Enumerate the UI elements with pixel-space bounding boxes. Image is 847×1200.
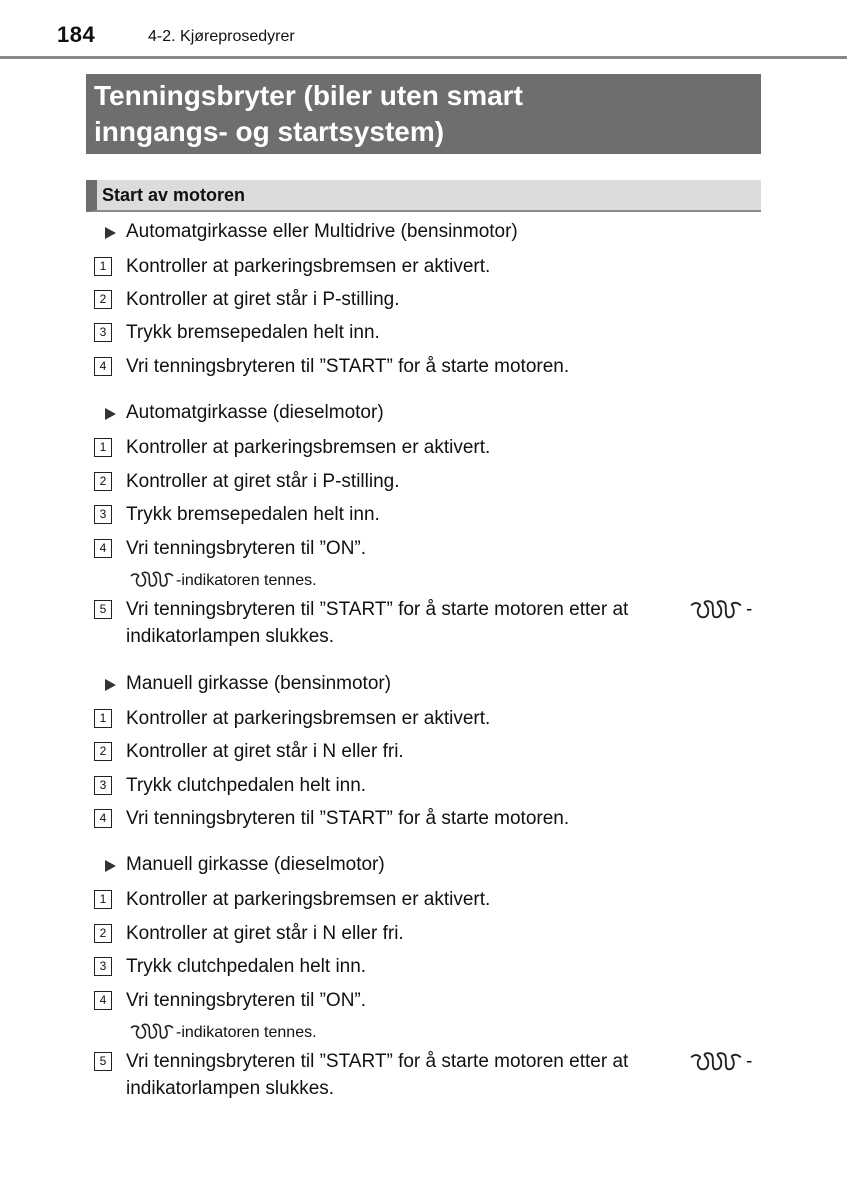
triangle-bullet-icon — [105, 222, 119, 244]
step-text: Vri tenningsbryteren til ”START” for å starte motoren. — [126, 808, 570, 829]
step-text: Vri tenningsbryteren til ”START” for å starte motoren etter at — [126, 599, 629, 620]
step-text: Kontroller at parkeringsbremsen er aktivert. — [126, 708, 491, 729]
step-number-box: 2 — [94, 924, 112, 943]
page-title-line-1: Tenningsbryter (biler uten smart — [94, 80, 523, 111]
section-title: Manuell girkasse (bensinmotor) — [126, 673, 392, 694]
section-title: Automatgirkasse (dieselmotor) — [126, 402, 384, 423]
step-number-box: 3 — [94, 505, 112, 524]
glow-plug-indicator-icon — [130, 1022, 174, 1040]
step-number-box: 2 — [94, 290, 112, 309]
step-number-box: 3 — [94, 957, 112, 976]
step-text: Vri tenningsbryteren til ”START” for å starte motoren. — [126, 356, 570, 377]
page-title — [86, 74, 761, 154]
step-number-box: 2 — [94, 742, 112, 761]
step-text-suffix: - — [746, 1051, 753, 1072]
step-number-box: 4 — [94, 539, 112, 558]
step-number-box: 4 — [94, 357, 112, 376]
step-number-box: 5 — [94, 600, 112, 619]
indicator-note-text: -indikatoren tennes. — [176, 572, 317, 589]
step-text: Vri tenningsbryteren til ”START” for å starte motoren etter at — [126, 1051, 629, 1072]
glow-plug-indicator-icon — [690, 1048, 742, 1074]
step-number-box: 1 — [94, 438, 112, 457]
step-number-box: 1 — [94, 709, 112, 728]
step-text-suffix: - — [746, 599, 753, 620]
page-title-line-2: inngangs- og startsystem) — [94, 116, 445, 147]
step-text: Kontroller at parkeringsbremsen er aktivert. — [126, 256, 491, 277]
step-number-box: 4 — [94, 991, 112, 1010]
indicator-note-text: -indikatoren tennes. — [176, 1024, 317, 1041]
step-text: Trykk clutchpedalen helt inn. — [126, 956, 367, 977]
step-text-continuation: indikatorlampen slukkes. — [126, 626, 335, 647]
step-text: Kontroller at parkeringsbremsen er aktivert. — [126, 437, 491, 458]
triangle-bullet-icon — [105, 403, 119, 425]
step-number-box: 5 — [94, 1052, 112, 1071]
triangle-bullet-icon — [105, 674, 119, 696]
header-rule — [0, 56, 847, 59]
indicator-note — [130, 1022, 317, 1043]
triangle-bullet-icon — [105, 855, 119, 877]
subheading — [86, 180, 761, 212]
step-text: Kontroller at parkeringsbremsen er aktivert. — [126, 889, 491, 910]
step-text: Kontroller at giret står i P-stilling. — [126, 289, 400, 310]
indicator-note — [130, 570, 317, 591]
glow-plug-indicator-icon — [130, 570, 174, 588]
step-text: Vri tenningsbryteren til ”ON”. — [126, 538, 367, 559]
step-text: Trykk bremsepedalen helt inn. — [126, 322, 380, 343]
step-number-box: 3 — [94, 323, 112, 342]
step-number-box: 1 — [94, 257, 112, 276]
step-text: Vri tenningsbryteren til ”ON”. — [126, 990, 367, 1011]
page-number: 184 — [57, 22, 96, 47]
step-text: Kontroller at giret står i N eller fri. — [126, 923, 404, 944]
section-title: Automatgirkasse eller Multidrive (bensinmotor) — [126, 221, 518, 242]
step-text: Kontroller at giret står i N eller fri. — [126, 741, 404, 762]
step-number-box: 1 — [94, 890, 112, 909]
step-number-box: 3 — [94, 776, 112, 795]
step-text: Trykk bremsepedalen helt inn. — [126, 504, 380, 525]
step-number-box: 2 — [94, 472, 112, 491]
page-header — [0, 0, 847, 60]
step-number-box: 4 — [94, 809, 112, 828]
step-text: Kontroller at giret står i P-stilling. — [126, 471, 400, 492]
section-title: Manuell girkasse (dieselmotor) — [126, 854, 385, 875]
step-text: Trykk clutchpedalen helt inn. — [126, 775, 367, 796]
subheading-label: Start av motoren — [102, 185, 246, 205]
step-text-continuation: indikatorlampen slukkes. — [126, 1078, 335, 1099]
glow-plug-indicator-icon — [690, 596, 742, 622]
section-reference: 4-2. Kjøreprosedyrer — [148, 28, 295, 45]
